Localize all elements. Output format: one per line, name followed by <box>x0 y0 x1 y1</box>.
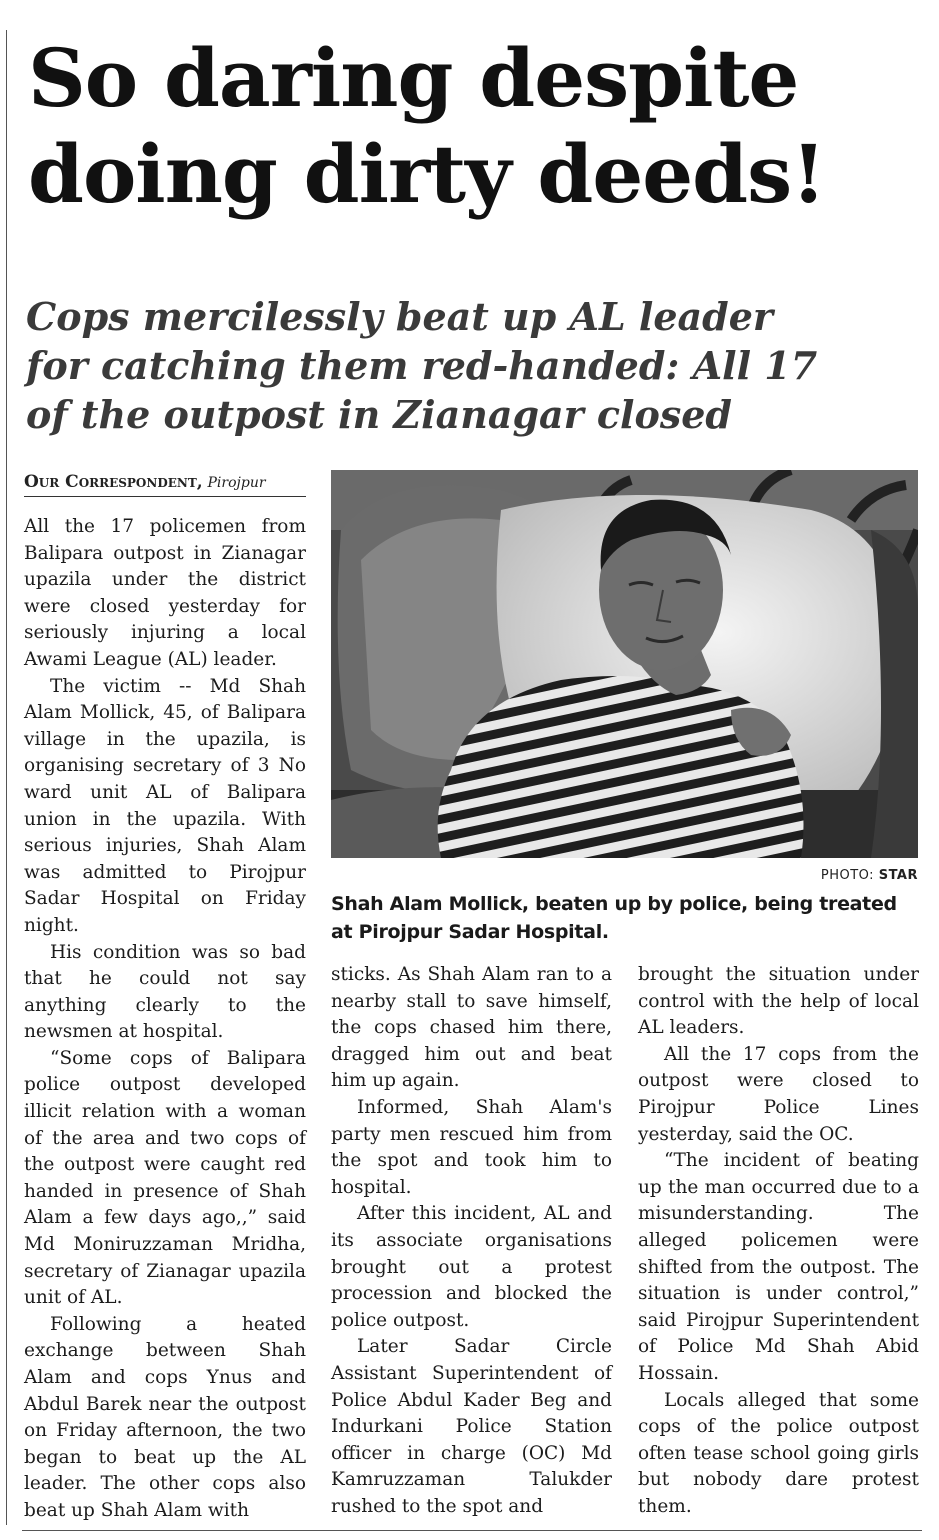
paragraph: sticks. As Shah Alam ran to a nearby stall to save himself, the cops chased him there, dragged him out and beat him up again. <box>331 964 612 1092</box>
photo-credit-source: STAR <box>878 868 918 883</box>
paragraph: Locals alleged that some cops of the police outpost often tease school going girls but nobody dare protest them. <box>638 1389 919 1517</box>
photo-credit <box>700 868 918 883</box>
byline <box>24 472 306 497</box>
headline: So daring despite doing dirty deeds! <box>28 31 826 221</box>
paragraph: Following a heated exchange between Shah Alam and cops Ynus and Abdul Barek near the outpost on Friday afternoon, the two began to beat up the AL leader. The other cops also beat up Shah Alam with <box>24 1313 306 1521</box>
subheadline: Cops mercilessly beat up AL leader for catching them red-handed: All 17 of the outpost in Zianagar closed <box>26 294 818 437</box>
byline-correspondent: Our Correspondent, <box>24 472 203 492</box>
article-column-1 <box>24 514 306 1525</box>
article-column-2 <box>331 962 612 1520</box>
paragraph: All the 17 cops from the outpost were closed to Pirojpur Police Lines yesterday, said the OC. <box>638 1043 919 1145</box>
left-column-rule <box>6 30 7 1525</box>
photo-caption: Shah Alam Mollick, beaten up by police, being treated at Pirojpur Sadar Hospital. <box>331 893 897 943</box>
paragraph: His condition was so bad that he could not say anything clearly to the newsmen at hospital. <box>24 941 306 1043</box>
paragraph: The victim -- Md Shah Alam Mollick, 45, of Balipara village in the upazila, is organising secretary of 3 No ward unit AL of Balipara union in the upazila. With serious injuries, Shah Alam was admitted to Pirojpur Sadar Hospital on Friday night. <box>24 675 306 936</box>
paragraph: “The incident of beating up the man occurred due to a misunderstanding. The alleged policemen were shifted from the outpost. The situation is under control,” said Pirojpur Superintendent of Police Md Shah Abid Hossain. <box>638 1150 919 1384</box>
paragraph: After this incident, AL and its associate organisations brought out a protest procession and blocked the police outpost. <box>331 1203 612 1331</box>
paragraph: brought the situation under control with the help of local AL leaders. <box>638 964 919 1039</box>
article-column-3 <box>638 962 919 1520</box>
paragraph: Later Sadar Circle Assistant Superintendent of Police Abdul Kader Beg and Indurkani Police Station officer in charge (OC) Md Kamruzzaman Talukder rushed to the spot and <box>331 1336 612 1517</box>
paragraph: Informed, Shah Alam's party men rescued him from the spot and took him to hospital. <box>331 1096 612 1198</box>
byline-place: Pirojpur <box>207 475 266 491</box>
news-photo-hospital-patient <box>331 470 918 858</box>
photo-credit-label: PHOTO: <box>820 868 875 883</box>
bottom-rule <box>22 1530 922 1531</box>
paragraph: “Some cops of Balipara police outpost developed illicit relation with a woman of the area and two cops of the outpost were caught red handed in presence of Shah Alam a few days ago,,” said Md Moniruzzaman Mridha, secretary of Zianagar upazila unit of AL. <box>24 1047 306 1309</box>
paragraph: All the 17 policemen from Balipara outpost in Zianagar upazila under the district were closed yesterday for seriously injuring a local Awami League (AL) leader. <box>24 516 306 670</box>
